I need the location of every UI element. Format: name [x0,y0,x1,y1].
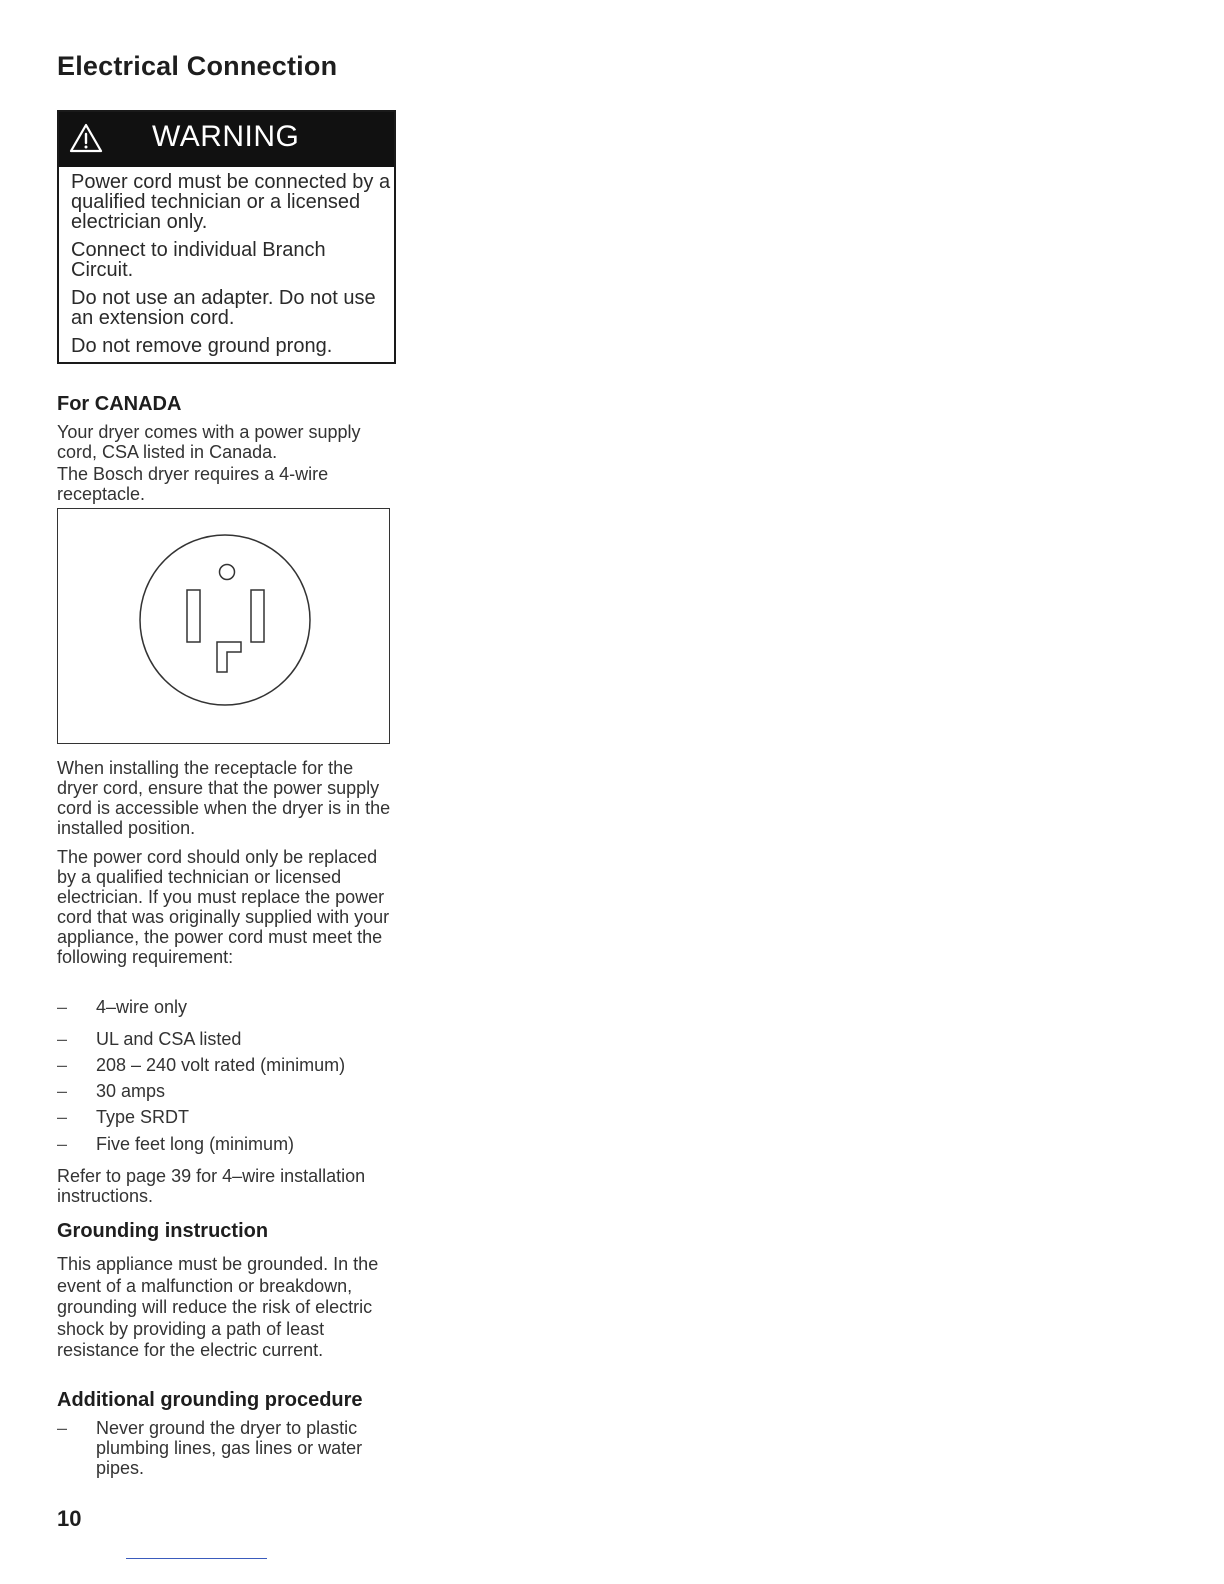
installing-receptacle-text: When installing the receptacle for the dryer cord, ensure that the power supply cord is accessible when the dryer is in the installed position. [57,758,391,838]
grounding-text: This appliance must be grounded. In the event of a malfunction or breakdown, grounding will reduce the risk of electric shock by providing a path of least resistance for the electric current. [57,1254,379,1361]
canada-intro-4-wire: The Bosch dryer requires a 4-wire receptacle. [57,464,329,504]
warning-box [57,110,396,364]
warning-text-adapter: Do not use an adapter. Do not use an extension cord. [71,287,376,329]
canada-heading: For CANADA [57,393,182,415]
footer-rule [126,1558,267,1559]
requirement-voltage: 208 – 240 volt rated (minimum) [96,1055,346,1075]
bullet-dash: – [57,1107,68,1127]
refer-page-text: Refer to page 39 for 4–wire installation instructions. [57,1166,366,1206]
bullet-dash: – [57,1055,68,1075]
4-wire-receptacle-icon [58,509,388,742]
requirement-type: Type SRDT [96,1107,190,1127]
bullet-dash: – [57,997,68,1017]
bullet-dash: – [57,1029,68,1049]
warning-label: WARNING [152,120,300,153]
replace-cord-text: The power cord should only be replaced by a qualified technician or licensed electrician. If you must replace the power cord that was originally supplied with your appliance, the power cord must meet the following requirement: [57,847,390,967]
page-title: Electrical Connection [57,51,338,81]
bullet-dash: – [57,1418,68,1438]
additional-grounding-item: Never ground the dryer to plastic plumbing lines, gas lines or water pipes. [96,1418,363,1478]
canada-intro-cord: Your dryer comes with a power supply cord, CSA listed in Canada. [57,422,361,462]
bullet-dash: – [57,1134,68,1154]
receptacle-diagram [57,508,390,744]
page-number: 10 [57,1506,82,1531]
list-item [57,1418,392,1480]
requirement-4-wire: 4–wire only [96,997,188,1017]
warning-text-qualified: Power cord must be connected by a qualified technician or a licensed electrician only. [71,171,391,233]
bullet-dash: – [57,1081,68,1101]
requirement-length: Five feet long (minimum) [96,1134,295,1154]
warning-text-ground-prong: Do not remove ground prong. [71,335,333,357]
grounding-heading: Grounding instruction [57,1220,269,1242]
warning-text-branch-circuit: Connect to individual Branch Circuit. [71,239,326,281]
additional-grounding-heading: Additional grounding procedure [57,1389,363,1411]
requirement-amps: 30 amps [96,1081,166,1101]
requirement-ul-csa: UL and CSA listed [96,1029,242,1049]
warning-header [59,112,394,167]
warning-triangle-icon [69,123,103,153]
